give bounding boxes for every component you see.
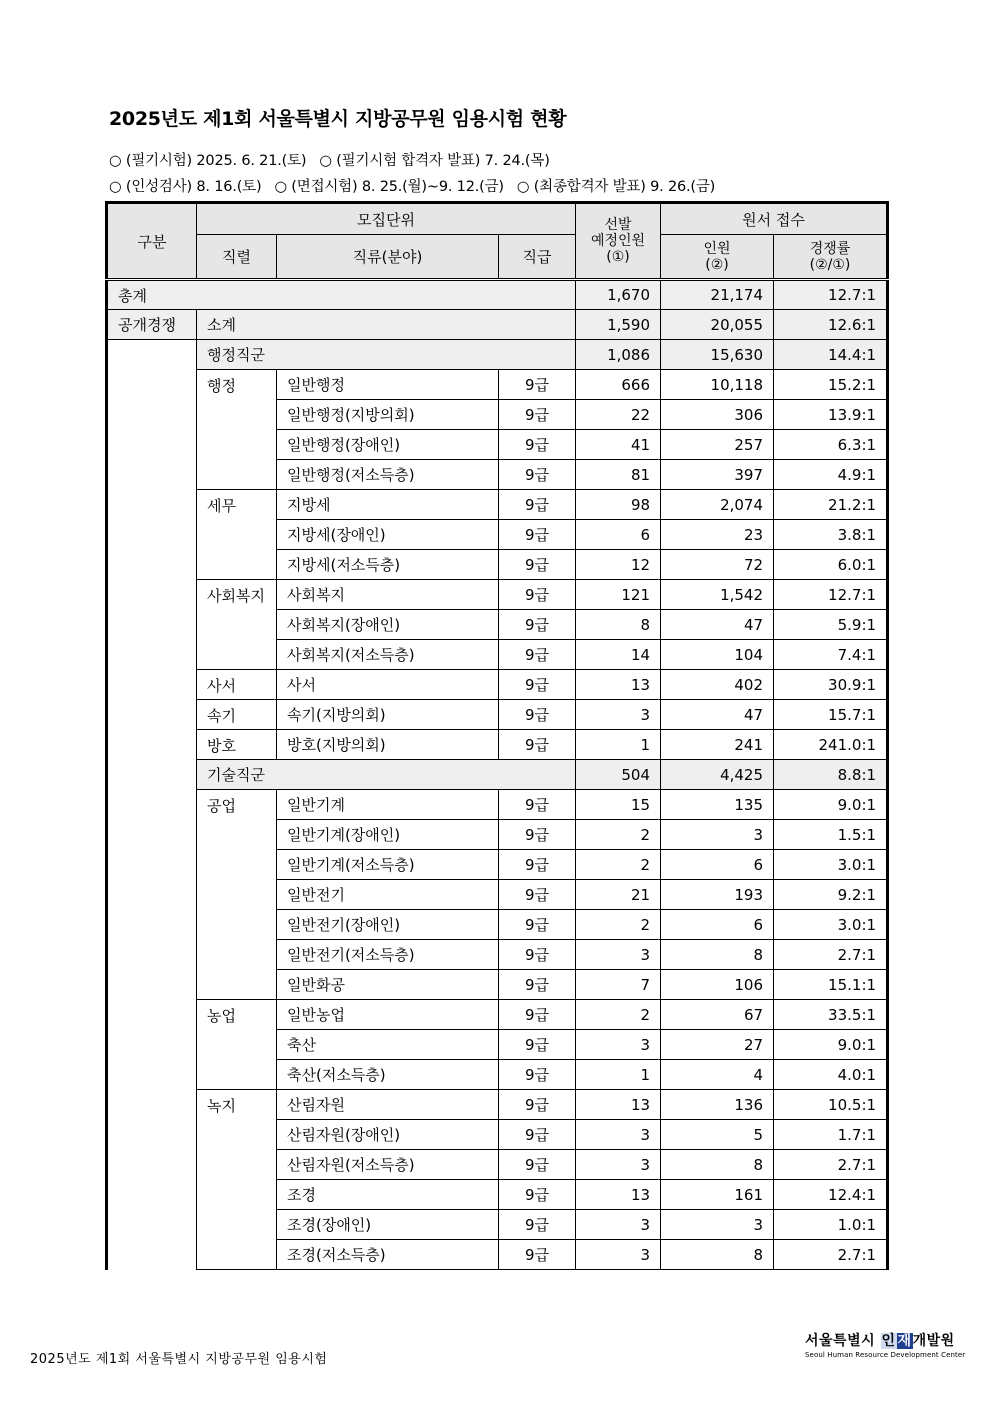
applicants-cell: 136 <box>661 1090 774 1120</box>
field-cell: 일반농업 <box>277 1000 499 1030</box>
planned-cell: 666 <box>576 370 661 400</box>
header-gubun: 구분 <box>107 203 197 280</box>
applicants-cell: 23 <box>661 520 774 550</box>
series-cell <box>197 1210 277 1240</box>
field-cell: 일반기계 <box>277 790 499 820</box>
grade-cell: 9급 <box>499 460 576 490</box>
series-cell: 행정 <box>197 370 277 400</box>
grade-cell: 9급 <box>499 550 576 580</box>
schedule-written-exam: ○ (필기시험) 2025. 6. 21.(토) <box>109 153 307 169</box>
applicants-cell: 5 <box>661 1120 774 1150</box>
applicants-cell: 2,074 <box>661 490 774 520</box>
planned-cell: 2 <box>576 820 661 850</box>
grade-cell: 9급 <box>499 1150 576 1180</box>
field-cell: 일반행정(장애인) <box>277 430 499 460</box>
ratio-cell: 12.7:1 <box>774 580 888 610</box>
grade-cell: 9급 <box>499 400 576 430</box>
field-cell: 사회복지(저소득층) <box>277 640 499 670</box>
blank-cell <box>107 460 197 490</box>
field-cell: 사회복지(장애인) <box>277 610 499 640</box>
total-applicants: 21,174 <box>661 280 774 310</box>
grade-cell: 9급 <box>499 1180 576 1210</box>
applicants-cell: 104 <box>661 640 774 670</box>
planned-cell: 8 <box>576 610 661 640</box>
table-row <box>107 880 888 910</box>
field-cell: 축산 <box>277 1030 499 1060</box>
blank-cell <box>107 1210 197 1240</box>
ratio-cell: 6.3:1 <box>774 430 888 460</box>
open-comp-planned: 1,590 <box>576 310 661 340</box>
series-cell <box>197 640 277 670</box>
applicants-cell: 1,542 <box>661 580 774 610</box>
series-cell <box>197 1030 277 1060</box>
series-cell: 속기 <box>197 700 277 730</box>
planned-cell: 81 <box>576 460 661 490</box>
schedule-interview: ○ (면접시험) 8. 25.(월)~9. 12.(금) <box>274 179 504 195</box>
series-cell: 농업 <box>197 1000 277 1030</box>
planned-cell: 3 <box>576 940 661 970</box>
blank-cell <box>107 970 197 1000</box>
table-row <box>107 850 888 880</box>
field-cell: 조경(저소득층) <box>277 1240 499 1270</box>
applicants-cell: 47 <box>661 700 774 730</box>
grade-cell: 9급 <box>499 670 576 700</box>
total-planned: 1,670 <box>576 280 661 310</box>
applicants-cell: 161 <box>661 1180 774 1210</box>
applicants-cell: 306 <box>661 400 774 430</box>
tech-group-row <box>107 760 888 790</box>
table-row <box>107 550 888 580</box>
table-row <box>107 790 888 820</box>
applicants-cell: 106 <box>661 970 774 1000</box>
ratio-cell: 7.4:1 <box>774 640 888 670</box>
blank-cell <box>107 1120 197 1150</box>
planned-cell: 13 <box>576 670 661 700</box>
open-comp-sub-label: 소계 <box>197 310 576 340</box>
grade-cell: 9급 <box>499 730 576 760</box>
ratio-cell: 241.0:1 <box>774 730 888 760</box>
applicants-cell: 27 <box>661 1030 774 1060</box>
tech-group-label: 기술직군 <box>197 760 576 790</box>
grade-cell: 9급 <box>499 940 576 970</box>
schedule-line-1 <box>109 149 563 170</box>
series-cell <box>197 430 277 460</box>
applicants-cell: 6 <box>661 910 774 940</box>
field-cell: 일반기계(장애인) <box>277 820 499 850</box>
ratio-cell: 12.4:1 <box>774 1180 888 1210</box>
field-cell: 지방세(저소득층) <box>277 550 499 580</box>
series-cell: 세무 <box>197 490 277 520</box>
logo-english: Seoul Human Resource Development Center <box>805 1351 966 1359</box>
grade-cell: 9급 <box>499 1030 576 1060</box>
grade-cell: 9급 <box>499 850 576 880</box>
grade-cell: 9급 <box>499 1060 576 1090</box>
field-cell: 산림자원(저소득층) <box>277 1150 499 1180</box>
field-cell: 일반화공 <box>277 970 499 1000</box>
planned-cell: 22 <box>576 400 661 430</box>
series-cell <box>197 1240 277 1270</box>
series-cell <box>197 910 277 940</box>
header-selection-mark: (①) <box>606 249 630 265</box>
admin-group-applicants: 15,630 <box>661 340 774 370</box>
applicants-cell: 72 <box>661 550 774 580</box>
blank-cell <box>107 1090 197 1120</box>
field-cell: 사회복지 <box>277 580 499 610</box>
ratio-cell: 6.0:1 <box>774 550 888 580</box>
open-comp-applicants: 20,055 <box>661 310 774 340</box>
blank-cell <box>107 850 197 880</box>
planned-cell: 3 <box>576 1030 661 1060</box>
ratio-cell: 1.7:1 <box>774 1120 888 1150</box>
planned-cell: 12 <box>576 550 661 580</box>
grade-cell: 9급 <box>499 370 576 400</box>
schedule-line-2 <box>109 175 728 196</box>
field-cell: 일반행정 <box>277 370 499 400</box>
field-cell: 축산(저소득층) <box>277 1060 499 1090</box>
field-cell: 일반행정(저소득층) <box>277 460 499 490</box>
ratio-cell: 21.2:1 <box>774 490 888 520</box>
header-competition-mark: (②/①) <box>809 256 851 273</box>
ratio-cell: 9.2:1 <box>774 880 888 910</box>
planned-cell: 2 <box>576 910 661 940</box>
field-cell: 산림자원 <box>277 1090 499 1120</box>
schedule-written-result: ○ (필기시험 합격자 발표) 7. 24.(목) <box>319 153 550 169</box>
header-competition-label: 경쟁률 <box>809 240 851 257</box>
applicants-cell: 8 <box>661 940 774 970</box>
header-applicants-mark: (②) <box>705 256 729 273</box>
planned-cell: 121 <box>576 580 661 610</box>
header-competition <box>774 235 888 280</box>
applicants-cell: 241 <box>661 730 774 760</box>
header-applicants-label: 인원 <box>703 240 731 257</box>
blank-cell <box>107 430 197 460</box>
ratio-cell: 15.1:1 <box>774 970 888 1000</box>
planned-cell: 2 <box>576 1000 661 1030</box>
grade-cell: 9급 <box>499 1120 576 1150</box>
table-row <box>107 430 888 460</box>
blank-cell <box>107 790 197 820</box>
ratio-cell: 9.0:1 <box>774 790 888 820</box>
ratio-cell: 2.7:1 <box>774 1150 888 1180</box>
blank-cell <box>107 1150 197 1180</box>
tech-group-applicants: 4,425 <box>661 760 774 790</box>
table-row <box>107 1000 888 1030</box>
tech-group-ratio: 8.8:1 <box>774 760 888 790</box>
ratio-cell: 2.7:1 <box>774 940 888 970</box>
blank-cell <box>107 400 197 430</box>
header-jikryu: 직류(분야) <box>277 235 499 280</box>
total-label: 총계 <box>107 280 576 310</box>
blank-cell <box>107 670 197 700</box>
series-cell: 사회복지 <box>197 580 277 610</box>
table-row <box>107 1120 888 1150</box>
table-row <box>107 670 888 700</box>
recruitment-status-table <box>105 201 889 1270</box>
admin-group-ratio: 14.4:1 <box>774 340 888 370</box>
tech-group-planned: 504 <box>576 760 661 790</box>
schedule-aptitude-test: ○ (인성검사) 8. 16.(토) <box>109 179 262 195</box>
ratio-cell: 4.0:1 <box>774 1060 888 1090</box>
open-comp-ratio: 12.6:1 <box>774 310 888 340</box>
ratio-cell: 3.0:1 <box>774 850 888 880</box>
planned-cell: 3 <box>576 1120 661 1150</box>
ratio-cell: 13.9:1 <box>774 400 888 430</box>
series-cell: 사서 <box>197 670 277 700</box>
series-cell <box>197 460 277 490</box>
table-row <box>107 820 888 850</box>
header-selection <box>576 203 661 280</box>
ratio-cell: 4.9:1 <box>774 460 888 490</box>
open-comp-row <box>107 310 888 340</box>
applicants-cell: 10,118 <box>661 370 774 400</box>
ratio-cell: 10.5:1 <box>774 1090 888 1120</box>
grade-cell: 9급 <box>499 610 576 640</box>
planned-cell: 21 <box>576 880 661 910</box>
grade-cell: 9급 <box>499 880 576 910</box>
schedule-final-result: ○ (최종합격자 발표) 9. 26.(금) <box>516 179 716 195</box>
blank-cell <box>107 610 197 640</box>
grade-cell: 9급 <box>499 430 576 460</box>
blank-cell <box>107 880 197 910</box>
table-row <box>107 520 888 550</box>
applicants-cell: 402 <box>661 670 774 700</box>
ratio-cell: 15.2:1 <box>774 370 888 400</box>
table-row <box>107 460 888 490</box>
table-row <box>107 1030 888 1060</box>
table-row <box>107 940 888 970</box>
table-row <box>107 1210 888 1240</box>
header-recruit-unit: 모집단위 <box>197 203 576 235</box>
applicants-cell: 67 <box>661 1000 774 1030</box>
table-row <box>107 610 888 640</box>
ratio-cell: 1.0:1 <box>774 1210 888 1240</box>
applicants-cell: 135 <box>661 790 774 820</box>
planned-cell: 3 <box>576 1240 661 1270</box>
ratio-cell: 15.7:1 <box>774 700 888 730</box>
applicants-cell: 3 <box>661 1210 774 1240</box>
applicants-cell: 193 <box>661 880 774 910</box>
field-cell: 방호(지방의회) <box>277 730 499 760</box>
series-cell <box>197 1180 277 1210</box>
applicants-cell: 3 <box>661 820 774 850</box>
field-cell: 조경 <box>277 1180 499 1210</box>
table-row <box>107 970 888 1000</box>
applicants-cell: 257 <box>661 430 774 460</box>
planned-cell: 3 <box>576 700 661 730</box>
blank-cell <box>107 520 197 550</box>
series-cell <box>197 1150 277 1180</box>
blank-cell <box>107 910 197 940</box>
series-cell <box>197 550 277 580</box>
table-row <box>107 640 888 670</box>
table-row <box>107 580 888 610</box>
blank-cell <box>107 640 197 670</box>
admin-group-label: 행정직군 <box>197 340 576 370</box>
admin-group-row <box>107 340 888 370</box>
series-cell: 공업 <box>197 790 277 820</box>
table-row <box>107 730 888 760</box>
blank-cell <box>107 490 197 520</box>
grade-cell: 9급 <box>499 790 576 820</box>
planned-cell: 7 <box>576 970 661 1000</box>
blank-cell <box>107 370 197 400</box>
series-cell: 방호 <box>197 730 277 760</box>
blank-cell <box>107 940 197 970</box>
grade-cell: 9급 <box>499 640 576 670</box>
planned-cell: 13 <box>576 1090 661 1120</box>
planned-cell: 6 <box>576 520 661 550</box>
blank-cell <box>107 700 197 730</box>
grade-cell: 9급 <box>499 1090 576 1120</box>
series-cell <box>197 940 277 970</box>
field-cell: 일반기계(저소득층) <box>277 850 499 880</box>
field-cell: 일반행정(지방의회) <box>277 400 499 430</box>
header-selection-line2: 예정인원 <box>590 233 646 249</box>
ratio-cell: 1.5:1 <box>774 820 888 850</box>
planned-cell: 3 <box>576 1210 661 1240</box>
grade-cell: 9급 <box>499 700 576 730</box>
planned-cell: 13 <box>576 1180 661 1210</box>
series-cell <box>197 610 277 640</box>
total-row <box>107 280 888 310</box>
table-row <box>107 1240 888 1270</box>
applicants-cell: 8 <box>661 1150 774 1180</box>
blank-cell <box>107 1240 197 1270</box>
grade-cell: 9급 <box>499 820 576 850</box>
planned-cell: 3 <box>576 1150 661 1180</box>
blank-cell <box>107 1000 197 1030</box>
table-row <box>107 1180 888 1210</box>
series-cell <box>197 1060 277 1090</box>
blank-cell <box>107 1060 197 1090</box>
grade-cell: 9급 <box>499 520 576 550</box>
grade-cell: 9급 <box>499 1210 576 1240</box>
page-title: 2025년도 제1회 서울특별시 지방공무원 임용시험 현황 <box>109 108 567 130</box>
blank-cell <box>107 820 197 850</box>
grade-cell: 9급 <box>499 490 576 520</box>
table-row <box>107 1150 888 1180</box>
blank-cell <box>107 1030 197 1060</box>
table-row <box>107 490 888 520</box>
header-applicants <box>661 235 774 280</box>
planned-cell: 15 <box>576 790 661 820</box>
grade-cell: 9급 <box>499 970 576 1000</box>
applicants-cell: 6 <box>661 850 774 880</box>
planned-cell: 1 <box>576 1060 661 1090</box>
blank-cell <box>107 550 197 580</box>
ratio-cell: 30.9:1 <box>774 670 888 700</box>
applicants-cell: 4 <box>661 1060 774 1090</box>
grade-cell: 9급 <box>499 910 576 940</box>
series-cell: 녹지 <box>197 1090 277 1120</box>
grade-cell: 9급 <box>499 580 576 610</box>
table-row <box>107 1090 888 1120</box>
table-row <box>107 370 888 400</box>
field-cell: 지방세 <box>277 490 499 520</box>
field-cell: 조경(장애인) <box>277 1210 499 1240</box>
grade-cell: 9급 <box>499 1240 576 1270</box>
applicants-cell: 47 <box>661 610 774 640</box>
series-cell <box>197 820 277 850</box>
series-cell <box>197 520 277 550</box>
field-cell: 일반전기 <box>277 880 499 910</box>
planned-cell: 41 <box>576 430 661 460</box>
series-cell <box>197 880 277 910</box>
table-row <box>107 910 888 940</box>
ratio-cell: 3.8:1 <box>774 520 888 550</box>
series-cell <box>197 850 277 880</box>
grade-cell: 9급 <box>499 1000 576 1030</box>
field-cell: 일반전기(저소득층) <box>277 940 499 970</box>
field-cell: 산림자원(장애인) <box>277 1120 499 1150</box>
header-selection-line1: 선발 <box>604 217 632 233</box>
admin-group-planned: 1,086 <box>576 340 661 370</box>
footer-text: 2025년도 제1회 서울특별시 지방공무원 임용시험 <box>30 1352 328 1367</box>
field-cell: 지방세(장애인) <box>277 520 499 550</box>
logo-korean: 서울특별시 인 재개발원 <box>805 1333 955 1349</box>
open-comp-label: 공개경쟁 <box>107 310 197 340</box>
ratio-cell: 33.5:1 <box>774 1000 888 1030</box>
header-jikryeol: 직렬 <box>197 235 277 280</box>
planned-cell: 14 <box>576 640 661 670</box>
series-cell <box>197 970 277 1000</box>
table-row <box>107 400 888 430</box>
planned-cell: 98 <box>576 490 661 520</box>
planned-cell: 2 <box>576 850 661 880</box>
series-cell <box>197 400 277 430</box>
planned-cell: 1 <box>576 730 661 760</box>
header-jikgeup: 직급 <box>499 235 576 280</box>
ratio-cell: 3.0:1 <box>774 910 888 940</box>
field-cell: 속기(지방의회) <box>277 700 499 730</box>
table-row <box>107 700 888 730</box>
field-cell: 사서 <box>277 670 499 700</box>
applicants-cell: 8 <box>661 1240 774 1270</box>
blank-cell <box>107 580 197 610</box>
applicants-cell: 397 <box>661 460 774 490</box>
series-cell <box>197 1120 277 1150</box>
field-cell: 일반전기(장애인) <box>277 910 499 940</box>
total-ratio: 12.7:1 <box>774 280 888 310</box>
blank-cell <box>107 1180 197 1210</box>
org-logo <box>805 1332 966 1364</box>
table-row <box>107 1060 888 1090</box>
blank-cell <box>107 730 197 760</box>
ratio-cell: 5.9:1 <box>774 610 888 640</box>
header-application: 원서 접수 <box>661 203 888 235</box>
ratio-cell: 2.7:1 <box>774 1240 888 1270</box>
ratio-cell: 9.0:1 <box>774 1030 888 1060</box>
